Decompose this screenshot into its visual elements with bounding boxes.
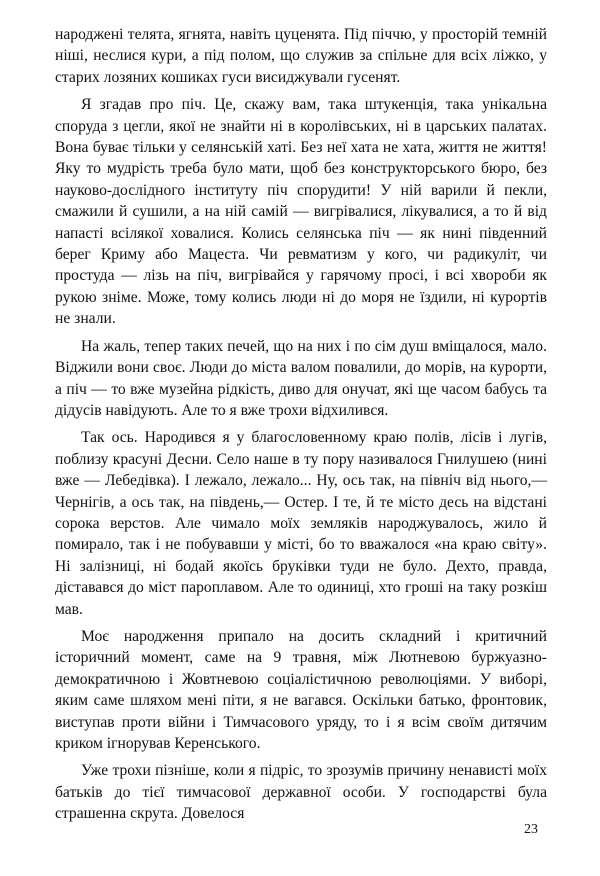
paragraph-6: Уже трохи пізніше, коли я підріс, то зрозумів причину ненависті моїх батьків до тієї тимчасової державної особи. У господарстві була страшенна скрута. Довелося — [55, 762, 547, 823]
book-page — [55, 24, 547, 825]
paragraph-2: Я згадав про піч. Це, скажу вам, така штукенція, така унікальна споруда з цегли, якої не знайти ні в королівських, ні в царських палатах. Вона буває тільки у селянській хаті. Без неї хата не хата, життя не життя! Яку то мудрість треба було мати, щоб без конструкторського бюро, без науково-дослідного інституту піч спорудити! У ній варили й пекли, смажили й сушили, а на ній самій — вигрівалися, лікувалися, а то й від напасті всілякої ховалися. Колись селянська піч — як нині південний берег Криму або Мацеста. Чи ревматизм у кого, чи радикуліт, чи простуда — лізь на піч, вигрівайся у гарячому просі, і всі хвороби як рукою зніме. Може, тому колись люди ні до моря не їздили, ні курортів не знали. — [55, 96, 547, 328]
paragraph-3: На жаль, тепер таких печей, що на них і по сім душ вміщалося, мало. Віджили вони своє. Люди до міста валом повалили, до морів, на курорти, а піч — то вже музейна рідкість, диво для онучат, які ще часом бабусь та дідусів навідують. Але то я вже трохи відхилився. — [55, 337, 547, 419]
page-number: 23 — [524, 822, 538, 837]
paragraph-4: Так ось. Народився я у благословенному краю полів, лісів і лугів, поблизу красуні Десни. Село наше в ту пору називалося Гнилушею (нині вже — Лебедівка). І лежало, лежало... Ну, ось так, на північ від нього,— Чернігів, а ось так, на південь,— Остер. І те, й те місто десь на відстані сорока верстов. Але чимало моїх земляків народжувалось, жило й помирало, так і не побувавши у місті, бо то вважалося «на краю світу». Ні залізниці, ні бодай якоїсь бруківки туди не було. Дехто, правда, діставався до міст пароплавом. Але то одиниці, хто гроші на таку розкіш мав. — [55, 429, 547, 618]
paragraph-1: народжені телята, ягнята, навіть цуценята. Під піччю, у просторій темній ніші, неслися кури, а під полом, що служив за спільне для всіх ліжко, у старих лозяних кошиках гуси висиджували гусенят. — [55, 26, 547, 86]
paragraph-5: Моє народження припало на досить складний і критичний історичний момент, саме на 9 травня, між Лютневою буржуазно-демократичною і Жовтневою соціалістичною революціями. У виборі, яким саме шляхом мені піти, я не вагався. Оскільки батько, фронтовик, виступав проти війни і Тимчасового уряду, то і я всім своїм дитячим криком ігнорував Керенського. — [55, 627, 547, 752]
